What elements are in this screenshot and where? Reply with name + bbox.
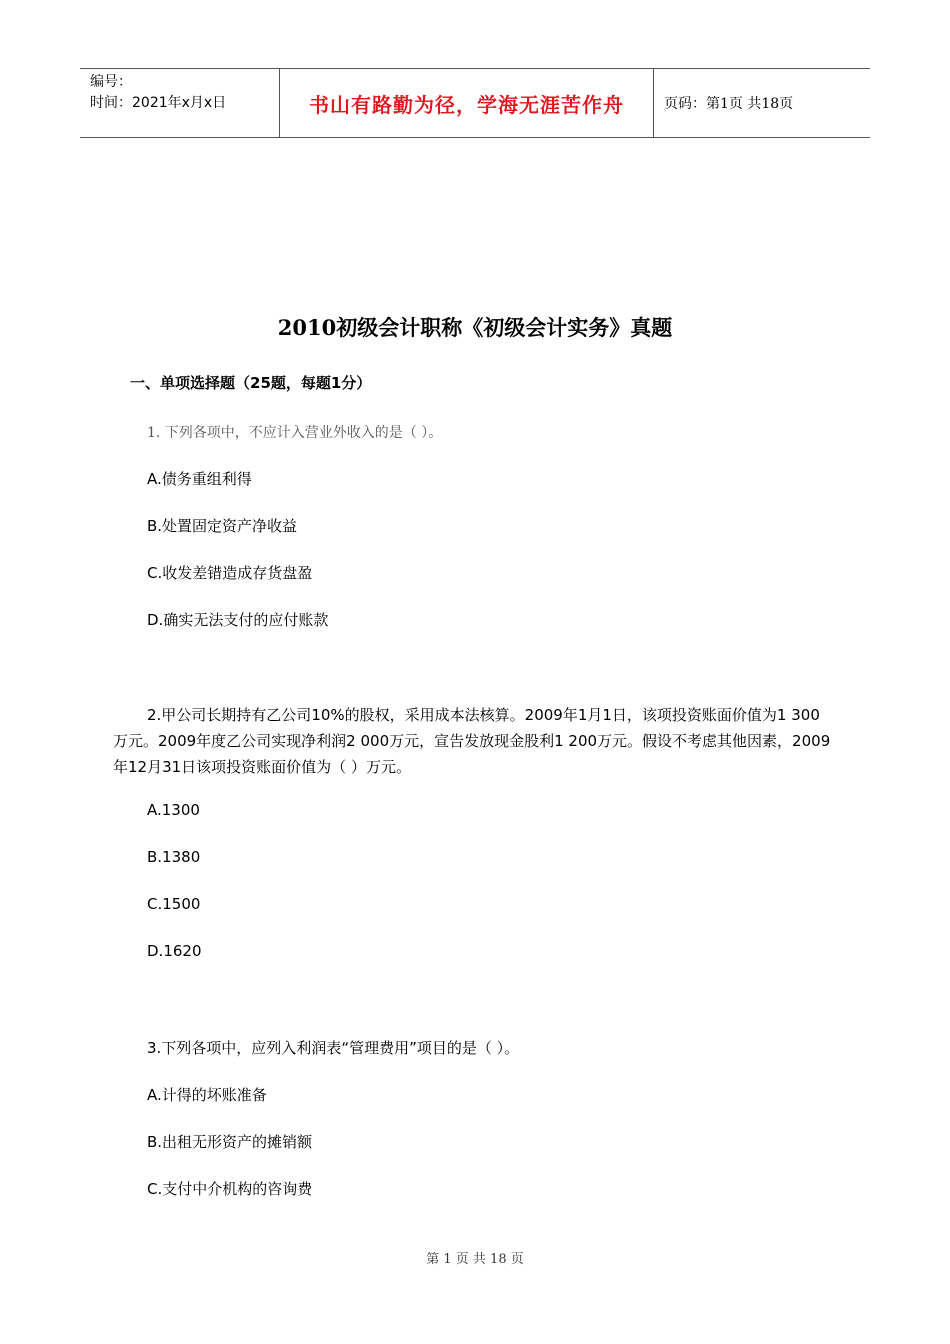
- option-1b: B.处置固定资产净收益: [147, 517, 298, 535]
- option-1d: D.确实无法支付的应付账款: [147, 611, 329, 629]
- motto: 书山有路勤为径，学海无涯苦作舟: [309, 92, 624, 117]
- option-2c: C.1500: [147, 895, 201, 913]
- option-3c: C.支付中介机构的咨询费: [147, 1180, 313, 1198]
- time-label: 时间：2021年x月x日: [90, 95, 227, 111]
- page-info: 页码：第1页 共18页: [664, 96, 794, 112]
- document-title: 2010初级会计职称《初级会计实务》真题: [277, 315, 673, 340]
- page-header: [80, 68, 870, 138]
- option-2a: A.1300: [147, 801, 200, 819]
- option-3a: A.计得的坏账准备: [147, 1086, 267, 1104]
- option-3b: B.出租无形资产的摊销额: [147, 1133, 313, 1151]
- question-3: 3.下列各项中，应列入利润表“管理费用”项目的是（ ）。: [147, 1039, 520, 1057]
- number-label: 编号：: [90, 74, 132, 90]
- option-1c: C.收发差错造成存货盘盈: [147, 564, 313, 582]
- section-heading: 一、单项选择题（25题，每题1分）: [130, 374, 372, 392]
- header-meta: [80, 69, 280, 137]
- header-motto-cell: [280, 69, 654, 137]
- option-2d: D.1620: [147, 942, 202, 960]
- option-2b: B.1380: [147, 848, 201, 866]
- page-footer: 第 1 页 共 18 页: [426, 1252, 524, 1267]
- question-2: 2.甲公司长期持有乙公司10%的股权，采用成本法核算。2009年1月1日，该项投资账面价值为1 300万元。2009年度乙公司实现净利润2 000万元，宣告发放现金股利1 200万元。假设不考虑其他因素，2009年12月31日该项投资账面价值为（ ）万元。: [113, 706, 831, 776]
- question-1: 1. 下列各项中，不应计入营业外收入的是（ ）。: [147, 425, 443, 441]
- option-1a: A.债务重组利得: [147, 470, 252, 488]
